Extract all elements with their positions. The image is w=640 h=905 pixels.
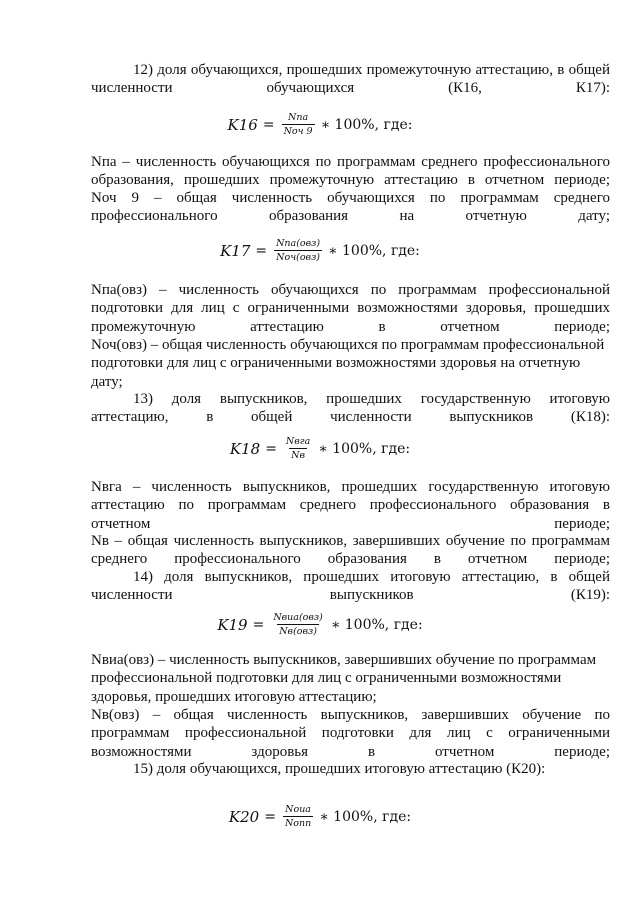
formula-lhs: K20 xyxy=(228,807,260,826)
formula-numerator: Nпа xyxy=(288,112,309,123)
formula-tail: ∗ 100%, где: xyxy=(328,242,420,259)
formula-equals: = xyxy=(264,808,276,825)
formula-denominator: Nопп xyxy=(284,818,312,829)
definition-npa-ovz: Nпа(овз) – численность обучающихся по программам профессиональной подготовки для лиц с ограниченными возможностями здоровья, прошедших промежуточную аттестацию в отчетном периоде; xyxy=(91,282,610,335)
formula-numerator: Nоиа xyxy=(285,804,311,815)
formula-fraction xyxy=(271,612,324,637)
formula-tail: ∗ 100%, где: xyxy=(330,616,423,633)
paragraph-item-12: 12) доля обучающихся, прошедших промежуточную аттестацию, в общей численности обучающихся (К16, К17): xyxy=(91,62,610,97)
formula-denominator: Nоч(овз) xyxy=(276,252,320,263)
formula-numerator: Nвга xyxy=(285,436,311,447)
definition-nvia-ovz: Nвиа(овз) – численность выпускников, завершивших обучение по программам профессиональной подготовки для лиц с ограниченными возможностями здоровья, прошедших итоговую аттестацию; xyxy=(91,652,597,705)
formula-fraction xyxy=(282,112,315,137)
formula-tail: ∗ 100%, где: xyxy=(318,440,411,457)
definition-nv-ovz: Nв(овз) – общая численность выпускников, завершивших обучение по программам профессиональной подготовки для лиц с ограниченными возможностями здоровья в отчетном периоде; xyxy=(91,707,610,760)
formula-tail: ∗ 100%, где: xyxy=(319,808,412,825)
paragraph-item-13: 13) доля выпускников, прошедших государственную итоговую аттестацию, в общей численности выпускников (К18): xyxy=(91,391,610,426)
formula-fraction xyxy=(274,238,322,263)
formula-numerator: Nвиа(овз) xyxy=(273,612,323,623)
formula-fraction xyxy=(284,436,312,461)
formula-tail: ∗ 100%, где: xyxy=(320,116,413,133)
definition-noch-ovz: Nоч(овз) – общая численность обучающихся по программам профессиональной подготовки для лиц с ограниченными возможностями здоровья на отчетную дату; xyxy=(91,337,605,390)
paragraph-item-14: 14) доля выпускников, прошедших итоговую аттестацию, в общей численности выпускников (К19): xyxy=(91,569,610,604)
formula-k19 xyxy=(0,612,640,637)
formula-equals: = xyxy=(255,242,268,259)
formula-k20 xyxy=(0,804,640,829)
formula-k16 xyxy=(0,112,640,137)
formula-lhs: K16 xyxy=(227,115,258,134)
definition-npa: Nпа – численность обучающихся по программам среднего профессионального образования, прошедших промежуточную аттестацию в отчетном периоде; xyxy=(91,154,610,189)
formula-numerator: Nпа(овз) xyxy=(276,238,321,249)
formula-lhs: K17 xyxy=(220,241,251,260)
formula-k17 xyxy=(0,238,640,263)
formula-denominator: Nв xyxy=(291,450,305,461)
definition-noch: Nоч 9 – общая численность обучающихся по программам среднего профессионального образования на отчетную дату; xyxy=(91,190,610,225)
formula-equals: = xyxy=(265,440,277,457)
formula-denominator: Nв(овз) xyxy=(279,626,317,637)
definition-nvga: Nвга – численность выпускников, прошедших государственную итоговую аттестацию по программам среднего профессионального образования в отчетном периоде; xyxy=(91,479,610,532)
formula-fraction xyxy=(283,804,313,829)
definition-nv: Nв – общая численность выпускников, завершивших обучение по программам среднего профессионального образования в отчетном периоде; xyxy=(91,533,610,568)
formula-lhs: K18 xyxy=(229,439,261,458)
formula-lhs: K19 xyxy=(217,615,248,634)
paragraph-item-15: 15) доля обучающихся, прошедших итоговую аттестацию (К20): xyxy=(133,761,546,777)
formula-equals: = xyxy=(252,616,265,633)
formula-denominator: Nоч 9 xyxy=(283,126,313,137)
formula-equals: = xyxy=(262,116,275,133)
formula-k18 xyxy=(0,436,640,461)
